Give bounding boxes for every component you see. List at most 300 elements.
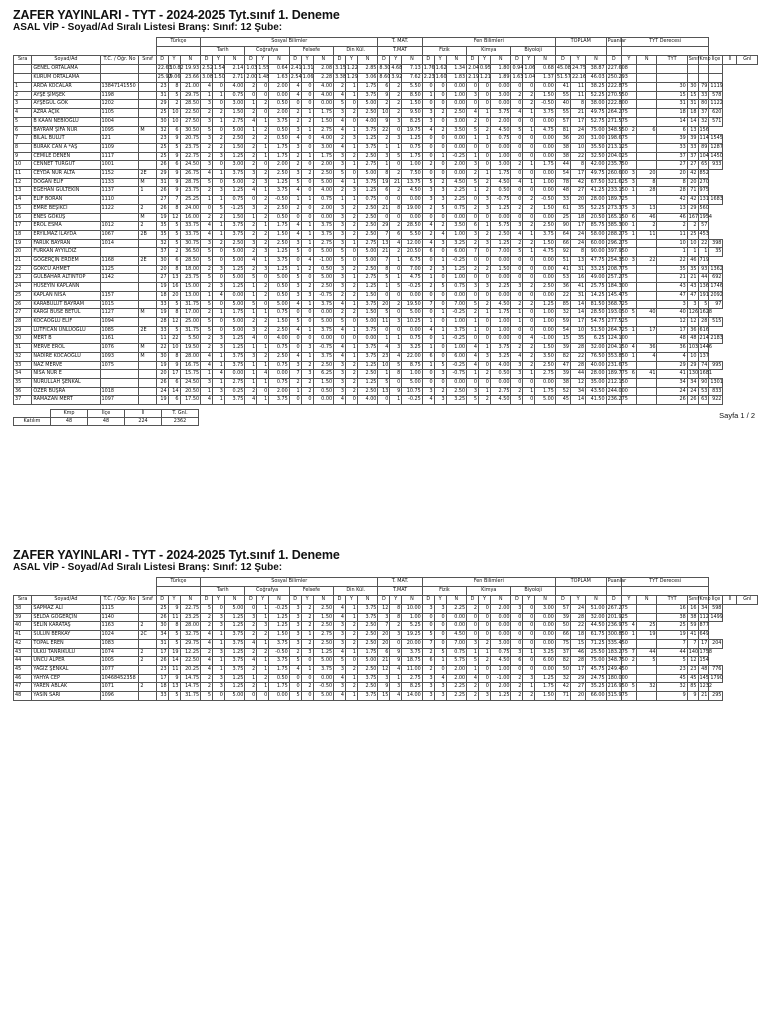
table-cell: 0 [301,91,313,100]
table-cell: 0 [523,665,535,674]
column-header: N [535,56,556,65]
student-name: NURULLAH ŞENKAL [32,378,100,387]
table-cell: 1 [345,605,357,614]
table-cell [636,248,657,257]
table-cell: 1 [257,683,269,692]
table-cell: 0 [422,309,434,318]
table-cell: 1 [523,161,535,170]
table-cell: 42 [687,170,698,179]
table-cell: 21 [571,109,586,118]
table-cell: 21.00 [180,83,201,92]
table-cell: 32 [156,239,168,248]
table-cell: 59 [687,622,698,631]
table-cell: 46 [636,213,657,222]
table-cell [139,248,156,257]
table-cell [14,65,32,74]
table-cell: 1 [523,370,535,379]
table-cell: 2 [523,361,535,370]
table-cell: 16 [687,605,698,614]
table-cell: 3 [334,239,346,248]
table-cell: 3.06 [357,74,378,83]
table-cell [139,196,156,205]
table-cell: 1.75 [313,152,334,161]
table-cell: 23 [378,352,390,361]
table-cell: 1 [479,135,491,144]
table-cell: 28 [156,317,168,326]
table-cell: 0.75 [446,204,467,213]
table-cell: 2 [467,605,479,614]
table-cell: 5 [467,300,479,309]
table-cell: 1681 [698,370,709,379]
subgroup-header [621,47,709,56]
table-cell: 2 [467,170,479,179]
table-cell: 0 [301,100,313,109]
table-cell: 46 [571,648,586,657]
table-cell: 3.00 [490,161,511,170]
student-row [14,657,758,666]
table-cell: 43 [687,283,698,292]
table-cell: 2 [245,230,257,239]
table-cell: 3 [212,152,224,161]
table-cell: 34 [687,378,698,387]
table-cell: 0.75 [224,91,245,100]
table-cell: 2 [687,222,698,231]
table-cell: 0 [390,309,402,318]
table-cell: 254.350 [606,257,621,266]
table-cell: 3 [479,692,491,701]
student-name: MERT B [32,335,100,344]
table-cell: 0 [390,126,402,135]
table-cell: 2 [245,648,257,657]
table-cell: 1.25 [357,361,378,370]
table-cell: 2 [245,683,257,692]
table-cell: 1137 [100,187,139,196]
table-cell: 1 [301,196,313,205]
table-cell: 2 [467,204,479,213]
table-cell: 2 [523,352,535,361]
table-cell: 28.50 [180,257,201,266]
table-cell: 0 [422,335,434,344]
table-cell: 3.75 [357,300,378,309]
table-cell: 5 [621,309,636,318]
column-header: T.C. / Öğr. No [100,596,139,605]
table-cell: 288.275 [606,230,621,239]
table-cell: 1.80 [490,65,511,74]
table-cell: 32.00 [586,613,607,622]
table-cell [139,300,156,309]
table-cell: 3.75 [357,91,378,100]
table-cell: 2 [523,91,535,100]
table-cell: 1.34 [446,65,467,74]
table-cell: 5.00 [357,170,378,179]
table-cell: 6 [422,657,434,666]
table-cell [636,674,657,683]
table-cell: 3 [334,283,346,292]
table-cell [139,674,156,683]
table-cell: 0 [523,257,535,266]
table-cell: 14 [168,657,180,666]
table-cell: 8 [378,170,390,179]
table-cell: 3 [390,317,402,326]
table-cell: 0 [434,143,446,152]
table-cell: 6.25 [586,335,607,344]
table-cell: 1.25 [224,622,245,631]
table-cell: 23.75 [180,187,201,196]
student-name: KURUM ORTALAMA [32,74,100,83]
table-cell: 64 [555,230,570,239]
table-cell: 1 [378,283,390,292]
table-cell: 93 [698,265,709,274]
table-cell: 1 [257,361,269,370]
table-cell: 2.50 [357,639,378,648]
table-cell: 31.00 [586,135,607,144]
table-cell: 32.50 [586,152,607,161]
table-cell: 2.75 [313,126,334,135]
table-cell: 7 [422,300,434,309]
table-cell: 0 [467,622,479,631]
table-cell: 22.75 [180,605,201,614]
table-cell: 1 [657,248,687,257]
table-cell: 51.00 [586,605,607,614]
table-cell: 1.25 [224,283,245,292]
column-header: Y [479,56,491,65]
table-cell: 6 [467,222,479,231]
table-cell: 2C [139,631,156,640]
table-cell: 1 [257,152,269,161]
table-cell: 2 [245,248,257,257]
table-cell: 2.23 [422,74,434,83]
table-cell: 3.75 [490,109,511,118]
table-cell: 1.50 [313,613,334,622]
table-cell: 24 [156,387,168,396]
table-cell: 10.82 [168,65,180,74]
table-cell: 2 [345,152,357,161]
table-cell: 0 [212,178,224,187]
student-name: YAREN ABLAK [32,683,100,692]
table-cell: 2.50 [269,352,290,361]
table-cell: 7.00 [402,265,423,274]
table-cell: 0 [301,674,313,683]
group-header: TOPLAM [555,578,606,587]
table-cell: 1 [212,361,224,370]
table-cell: 2 [301,378,313,387]
table-cell: 36 [687,326,698,335]
table-cell: 6.25 [313,370,334,379]
table-cell: 2 [345,683,357,692]
table-cell [139,291,156,300]
table-cell: 0.00 [535,187,556,196]
table-cell: 3.75 [224,631,245,640]
table-cell: 2.75 [224,117,245,126]
table-cell: 37 [156,248,168,257]
table-cell: 1 [345,196,357,205]
table-cell: 63 [698,396,709,405]
table-cell: 1.50 [212,74,224,83]
column-header: N [586,596,607,605]
table-cell: 2.50 [446,109,467,118]
table-cell: 3 [301,648,313,657]
table-cell: 1 [201,291,213,300]
table-cell: 2 [139,204,156,213]
table-cell: 3.00 [224,100,245,109]
table-cell: 3 [434,605,446,614]
table-cell: 55 [555,91,570,100]
table-cell: 5.00 [357,257,378,266]
table-cell: 0 [479,683,491,692]
table-cell: 27 [657,161,687,170]
column-header: D [467,56,479,65]
table-cell: 0 [467,378,479,387]
table-cell [100,65,139,74]
table-cell: 2 [390,300,402,309]
table-cell: 19 [156,213,168,222]
table-cell: 3 [467,161,479,170]
table-cell: 0.00 [269,370,290,379]
student-row [14,326,758,335]
table-cell: 4 [289,187,301,196]
table-cell: 1.63 [511,74,523,83]
table-cell: 0 [479,326,491,335]
table-cell: 0 [467,613,479,622]
table-cell: 31.75 [180,692,201,701]
table-cell: 2 [201,683,213,692]
table-cell: 5 [511,396,523,405]
table-cell: 5 [378,309,390,318]
table-cell: 4 [334,674,346,683]
table-cell: 0 [390,639,402,648]
table-cell: 13 [571,257,586,266]
student-row [14,622,758,631]
table-cell: 0.95 [479,65,491,74]
table-cell: 2.50 [224,239,245,248]
table-cell: 23 [687,665,698,674]
table-cell: 85 [687,683,698,692]
table-cell: 2 [467,265,479,274]
table-cell: 12 [687,317,698,326]
table-cell: 3 [687,300,698,309]
table-cell: 0 [434,213,446,222]
table-cell: 3 [334,109,346,118]
table-cell: 27 [571,187,586,196]
table-cell: 0 [301,309,313,318]
table-cell: 0 [479,100,491,109]
table-cell: 1.25 [269,248,290,257]
table-cell: 3.75 [224,657,245,666]
table-cell: 81.50 [586,300,607,309]
table-cell: 9 [390,387,402,396]
table-cell: 27 [687,161,698,170]
table-cell: 8.30 [378,65,390,74]
table-cell [139,639,156,648]
column-header: D [245,596,257,605]
table-cell: 2.25 [446,692,467,701]
table-cell: 3.50 [535,352,556,361]
table-cell: 20.25 [180,665,201,674]
table-cell: 5 [378,274,390,283]
table-cell: 1 [257,378,269,387]
table-cell: 1 [523,248,535,257]
table-cell: 3 [289,613,301,622]
table-cell: 4.00 [224,83,245,92]
table-cell: 2 [289,152,301,161]
table-cell: 18 [156,683,168,692]
table-cell [636,83,657,92]
table-cell: 3.75 [490,344,511,353]
table-cell: 1 [245,309,257,318]
table-cell: 18 [687,109,698,118]
table-cell: 0 [479,613,491,622]
table-cell: 260.600 [606,170,621,179]
table-cell: 1.25 [490,239,511,248]
table-cell: 1.75 [535,387,556,396]
table-cell: 5 [636,657,657,666]
column-header: N [224,56,245,65]
table-cell: 1628 [698,309,709,318]
table-cell: 2E [139,257,156,266]
table-cell: 1076 [100,344,139,353]
table-cell: 3 [511,222,523,231]
table-cell: 3 [201,135,213,144]
table-cell: 0 [479,274,491,283]
table-cell: 0.50 [269,674,290,683]
table-cell: 12 [687,657,698,666]
student-name: B KAAN NEBİOĞLU [32,117,100,126]
table-cell: 1.31 [301,65,313,74]
table-cell: 4 [467,361,479,370]
table-cell: 453 [698,230,709,239]
table-cell: 9 [168,170,180,179]
table-cell: 5.00 [224,300,245,309]
table-cell: 0.75 [402,143,423,152]
student-row [14,683,758,692]
table-cell: 2 [345,291,357,300]
table-cell: 2.08 [313,65,334,74]
table-cell: 2.71 [224,74,245,83]
table-cell: 1.00 [446,317,467,326]
table-cell: 22.50 [180,657,201,666]
table-cell: 1097 [100,396,139,405]
table-cell: 204.150 [606,344,621,353]
table-cell: 1.00 [535,317,556,326]
student-name: UNCU ALPER [32,657,100,666]
table-cell: 0.00 [446,291,467,300]
table-cell: 0 [245,605,257,614]
table-cell: 130 [687,370,698,379]
table-cell: 20 [168,291,180,300]
table-cell: 0 [301,335,313,344]
table-cell: 1.00 [402,161,423,170]
table-cell: 4 [334,692,346,701]
table-cell: 0.00 [269,692,290,701]
table-cell: 20 [636,170,657,179]
table-cell: 3.75 [313,222,334,231]
table-cell: 0.75 [446,283,467,292]
table-cell: 1 [301,300,313,309]
table-cell [636,74,657,83]
table-cell: 1 [257,222,269,231]
table-cell: 2 [289,378,301,387]
table-cell: 3 [212,187,224,196]
column-header: N [586,56,607,65]
table-cell: 0 [523,378,535,387]
table-cell: 2 [301,117,313,126]
column-header: İlçe [709,596,723,605]
table-cell: 3.75 [357,178,378,187]
table-cell: 3 [289,283,301,292]
table-cell: 49.75 [586,109,607,118]
table-cell: 3 [621,178,636,187]
student-row [14,170,758,179]
table-cell: 1 [390,143,402,152]
column-header: Sınıf [139,56,156,65]
table-cell: 1.00 [402,613,423,622]
table-cell: 21 [14,257,32,266]
subgroup-header: Kimya [467,587,511,596]
table-cell: M [139,309,156,318]
table-cell: 47 [687,291,698,300]
table-cell: 17 [14,222,32,231]
table-cell: 1 [511,317,523,326]
table-cell: 3 [434,683,446,692]
table-cell: 1 [523,178,535,187]
table-cell [636,265,657,274]
table-cell: 9 [168,135,180,144]
table-cell: 59 [555,317,570,326]
table-cell [139,265,156,274]
table-cell: 2.04 [467,65,479,74]
table-cell: 1 [345,83,357,92]
table-cell: 5 [334,248,346,257]
table-cell: 3 [422,187,434,196]
student-row [14,378,758,387]
table-cell [636,335,657,344]
table-cell: 2.41 [289,65,301,74]
table-cell: 28.75 [180,178,201,187]
table-cell: 2 [201,187,213,196]
table-cell: 189.775 [606,370,621,379]
subgroup-header: Felsefe [289,587,333,596]
table-cell: 2183 [709,335,723,344]
table-cell: 4 [289,83,301,92]
table-cell: 40 [555,100,570,109]
table-cell: 1 [422,91,434,100]
table-cell: 0 [467,83,479,92]
table-cell: 18 [657,109,687,118]
table-cell: 4.00 [490,361,511,370]
table-cell: 38.25 [586,83,607,92]
table-cell: 0.00 [313,309,334,318]
table-cell: 3 [511,648,523,657]
table-cell: 1 [523,387,535,396]
table-cell: 8 [390,605,402,614]
table-cell: 35 [687,265,698,274]
table-cell: 1.50 [357,309,378,318]
table-cell: 0 [434,665,446,674]
table-cell: 1 [467,135,479,144]
table-cell: 2 [301,170,313,179]
subgroup-header: Biyoloji [511,47,555,56]
table-cell: 2.52 [201,65,213,74]
table-cell: 3 [467,91,479,100]
table-cell: 2 [257,326,269,335]
table-cell: 3 [257,178,269,187]
table-cell: 1 [390,274,402,283]
header-spacer [14,587,157,596]
table-cell: 1 [257,665,269,674]
table-cell: 2.75 [313,239,334,248]
table-cell: 5 [168,639,180,648]
table-cell: 50 [555,665,570,674]
